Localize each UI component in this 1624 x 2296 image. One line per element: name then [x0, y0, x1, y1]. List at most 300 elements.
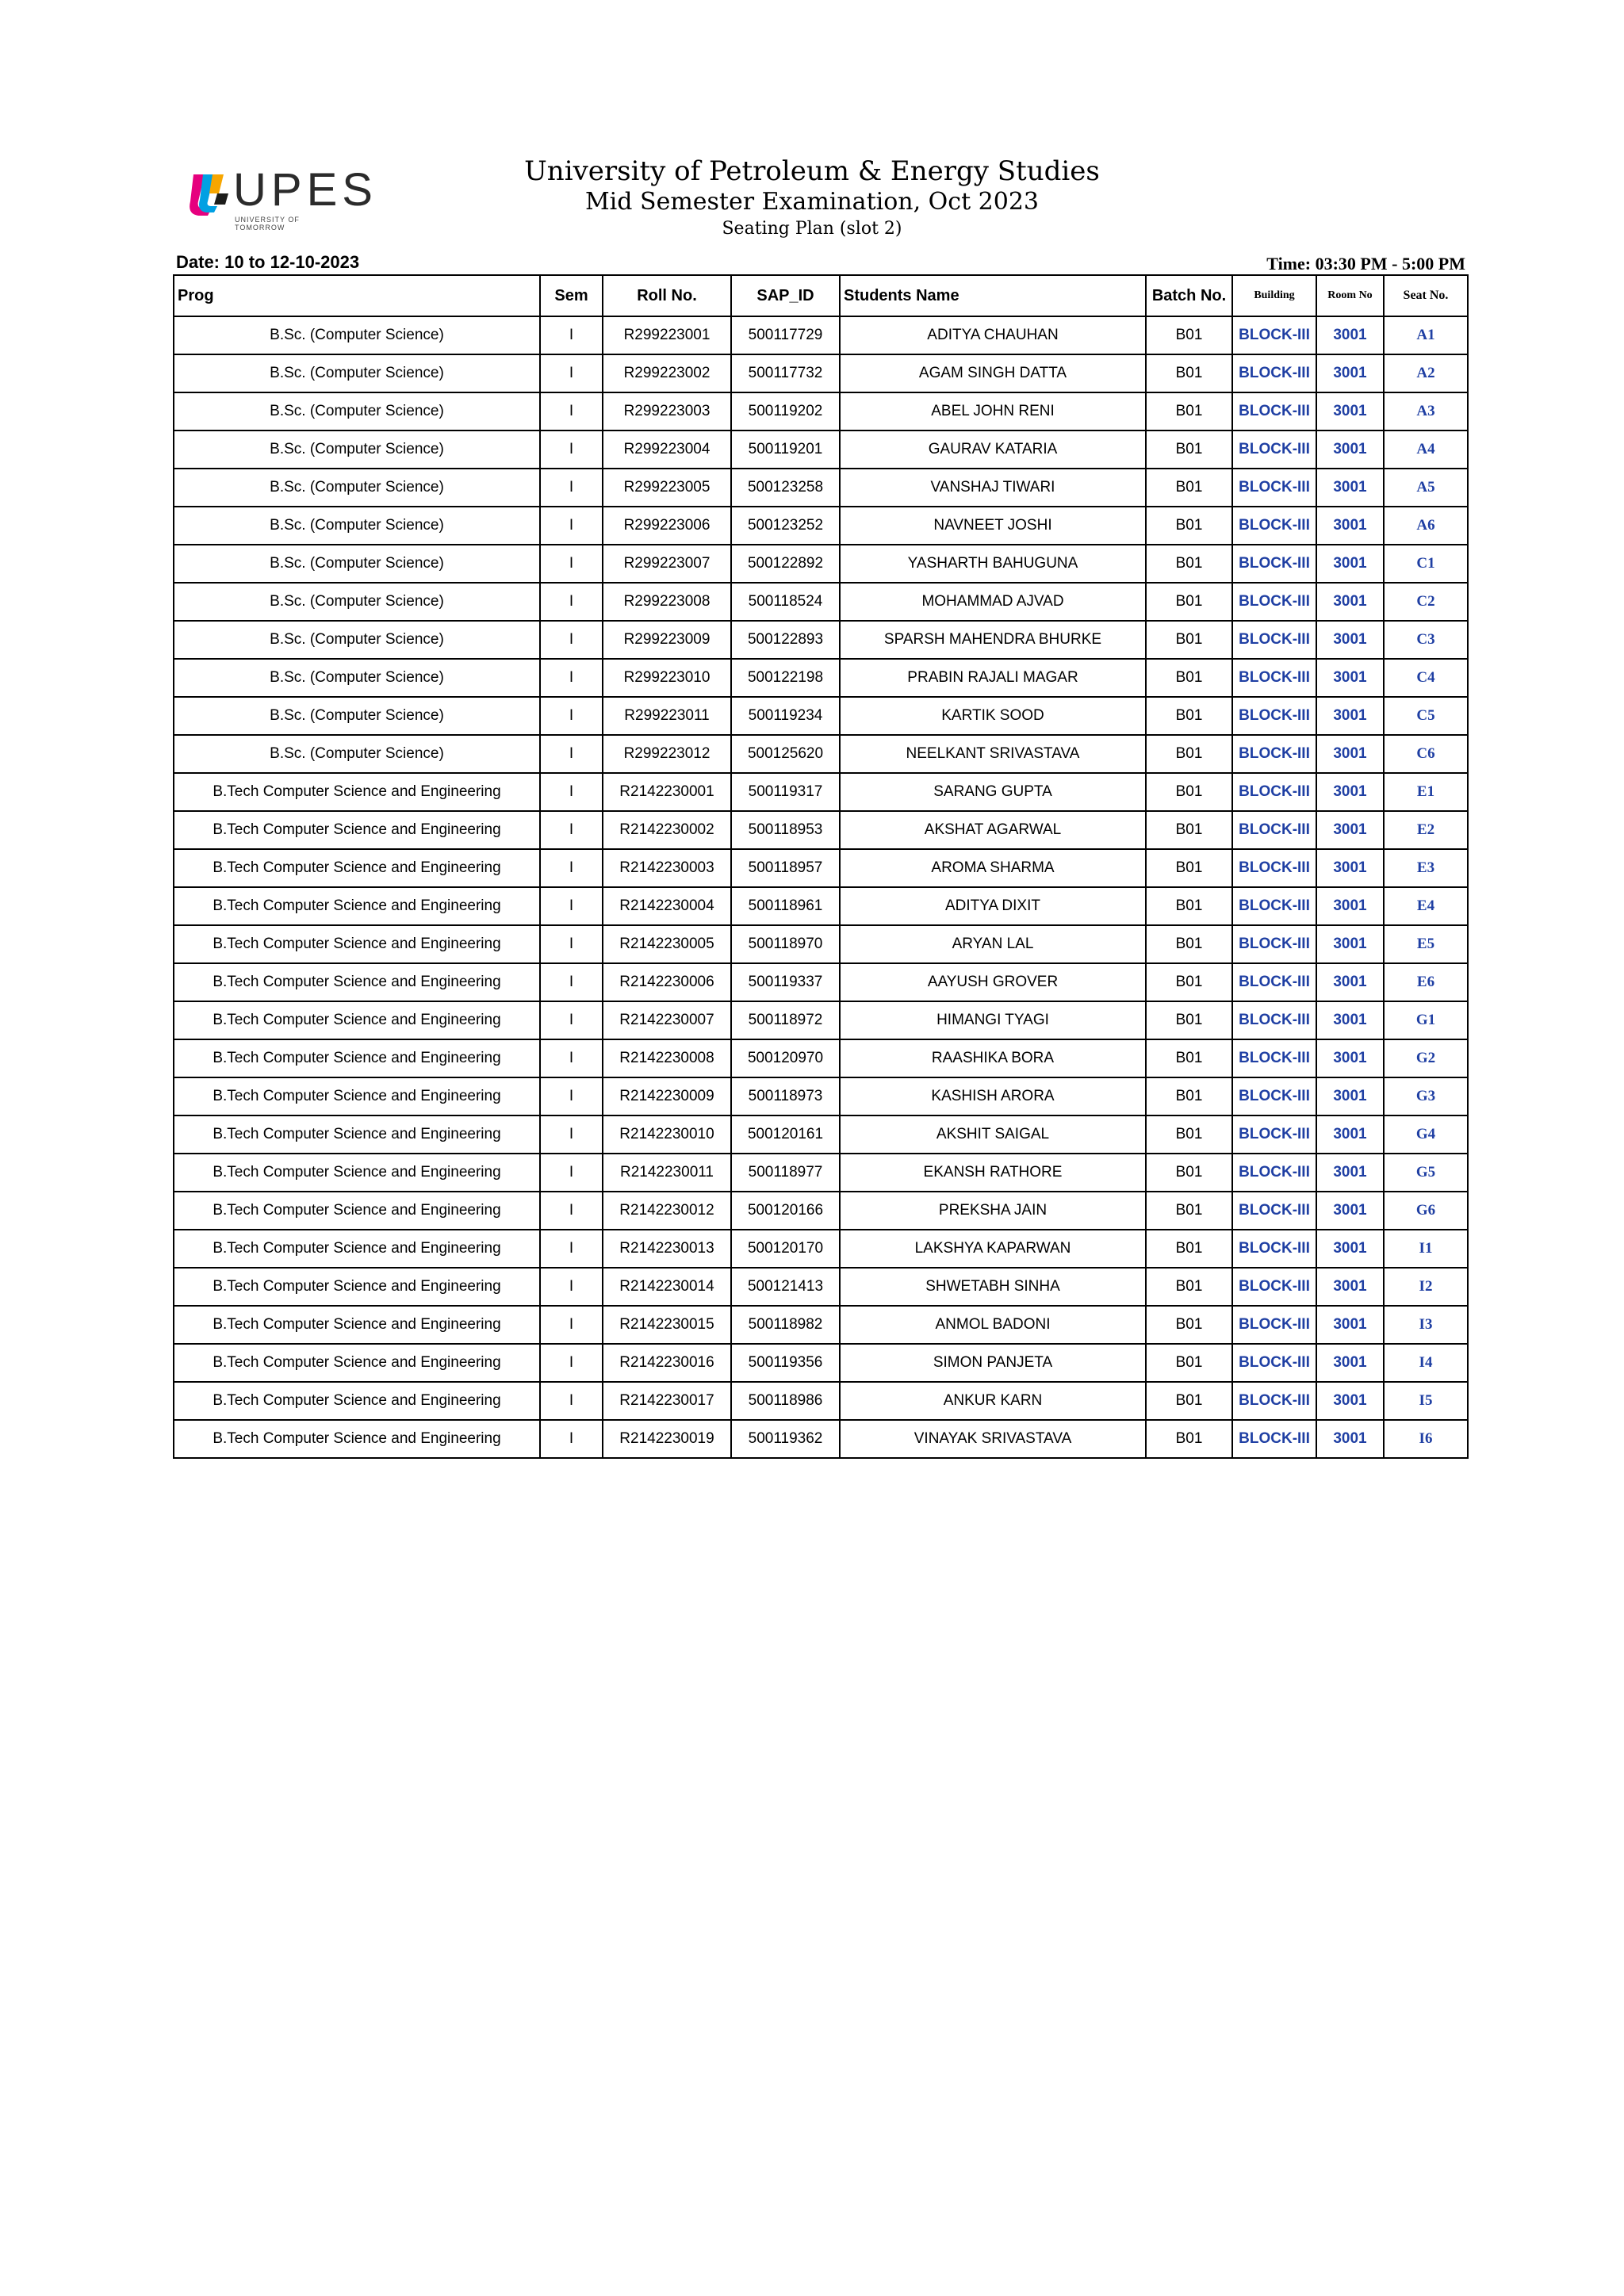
sap-id-cell: 500119202 — [731, 392, 840, 430]
seat-no-cell: A4 — [1384, 430, 1468, 469]
prog-cell: B.Sc. (Computer Science) — [174, 316, 540, 354]
sem-cell: I — [540, 849, 603, 887]
sap-id-cell: 500118957 — [731, 849, 840, 887]
prog-cell: B.Sc. (Computer Science) — [174, 392, 540, 430]
sem-cell: I — [540, 1077, 603, 1115]
seat-no-cell: I2 — [1384, 1268, 1468, 1306]
seat-no-cell: I4 — [1384, 1344, 1468, 1382]
sem-cell: I — [540, 1420, 603, 1458]
roll-no-cell: R299223004 — [603, 430, 731, 469]
seat-no-cell: G5 — [1384, 1154, 1468, 1192]
sem-cell: I — [540, 507, 603, 545]
room-no-cell: 3001 — [1316, 621, 1384, 659]
table-row — [174, 1230, 1468, 1268]
table-row — [174, 469, 1468, 507]
table-row — [174, 925, 1468, 963]
sap-id-cell: 500117732 — [731, 354, 840, 392]
seat-no-cell: I6 — [1384, 1420, 1468, 1458]
student-name-cell: ABEL JOHN RENI — [840, 392, 1146, 430]
student-name-cell: PREKSHA JAIN — [840, 1192, 1146, 1230]
roll-no-cell: R2142230013 — [603, 1230, 731, 1268]
roll-no-cell: R2142230010 — [603, 1115, 731, 1154]
building-cell: BLOCK-III — [1232, 621, 1316, 659]
roll-no-cell: R299223006 — [603, 507, 731, 545]
room-no-cell: 3001 — [1316, 887, 1384, 925]
sem-cell: I — [540, 1344, 603, 1382]
prog-cell: B.Tech Computer Science and Engineering — [174, 1420, 540, 1458]
header-roll-no: Roll No. — [603, 275, 731, 316]
sap-id-cell: 500118972 — [731, 1001, 840, 1039]
table-row — [174, 1268, 1468, 1306]
room-no-cell: 3001 — [1316, 354, 1384, 392]
seat-no-cell: A6 — [1384, 507, 1468, 545]
sap-id-cell: 500123258 — [731, 469, 840, 507]
building-cell: BLOCK-III — [1232, 316, 1316, 354]
prog-cell: B.Tech Computer Science and Engineering — [174, 963, 540, 1001]
seat-no-cell: E2 — [1384, 811, 1468, 849]
seat-no-cell: G6 — [1384, 1192, 1468, 1230]
prog-cell: B.Tech Computer Science and Engineering — [174, 1306, 540, 1344]
roll-no-cell: R299223010 — [603, 659, 731, 697]
building-cell: BLOCK-III — [1232, 735, 1316, 773]
table-row — [174, 583, 1468, 621]
roll-no-cell: R299223007 — [603, 545, 731, 583]
header-student-name: Students Name — [840, 275, 1146, 316]
room-no-cell: 3001 — [1316, 1420, 1384, 1458]
sem-cell: I — [540, 469, 603, 507]
seat-no-cell: A5 — [1384, 469, 1468, 507]
batch-no-cell: B01 — [1146, 1344, 1232, 1382]
room-no-cell: 3001 — [1316, 1306, 1384, 1344]
student-name-cell: ARYAN LAL — [840, 925, 1146, 963]
room-no-cell: 3001 — [1316, 1077, 1384, 1115]
roll-no-cell: R2142230004 — [603, 887, 731, 925]
building-cell: BLOCK-III — [1232, 545, 1316, 583]
sem-cell: I — [540, 1230, 603, 1268]
student-name-cell: ANKUR KARN — [840, 1382, 1146, 1420]
sap-id-cell: 500118524 — [731, 583, 840, 621]
building-cell: BLOCK-III — [1232, 1115, 1316, 1154]
sem-cell: I — [540, 1382, 603, 1420]
sem-cell: I — [540, 1115, 603, 1154]
student-name-cell: PRABIN RAJALI MAGAR — [840, 659, 1146, 697]
sem-cell: I — [540, 545, 603, 583]
student-name-cell: KARTIK SOOD — [840, 697, 1146, 735]
room-no-cell: 3001 — [1316, 735, 1384, 773]
student-name-cell: SPARSH MAHENDRA BHURKE — [840, 621, 1146, 659]
table-row — [174, 430, 1468, 469]
sem-cell: I — [540, 925, 603, 963]
batch-no-cell: B01 — [1146, 773, 1232, 811]
sem-cell: I — [540, 354, 603, 392]
building-cell: BLOCK-III — [1232, 1154, 1316, 1192]
table-row — [174, 849, 1468, 887]
student-name-cell: ADITYA DIXIT — [840, 887, 1146, 925]
room-no-cell: 3001 — [1316, 1039, 1384, 1077]
roll-no-cell: R2142230011 — [603, 1154, 731, 1192]
building-cell: BLOCK-III — [1232, 354, 1316, 392]
sem-cell: I — [540, 697, 603, 735]
sem-cell: I — [540, 963, 603, 1001]
roll-no-cell: R2142230003 — [603, 849, 731, 887]
batch-no-cell: B01 — [1146, 659, 1232, 697]
building-cell: BLOCK-III — [1232, 1420, 1316, 1458]
sap-id-cell: 500120161 — [731, 1115, 840, 1154]
student-name-cell: RAASHIKA BORA — [840, 1039, 1146, 1077]
room-no-cell: 3001 — [1316, 925, 1384, 963]
student-name-cell: KASHISH ARORA — [840, 1077, 1146, 1115]
building-cell: BLOCK-III — [1232, 1344, 1316, 1382]
header-batch-no: Batch No. — [1146, 275, 1232, 316]
seat-no-cell: A3 — [1384, 392, 1468, 430]
room-no-cell: 3001 — [1316, 849, 1384, 887]
sem-cell: I — [540, 1306, 603, 1344]
sap-id-cell: 500118961 — [731, 887, 840, 925]
student-name-cell: VINAYAK SRIVASTAVA — [840, 1420, 1146, 1458]
room-no-cell: 3001 — [1316, 773, 1384, 811]
sem-cell: I — [540, 659, 603, 697]
student-name-cell: AKSHIT SAIGAL — [840, 1115, 1146, 1154]
roll-no-cell: R2142230016 — [603, 1344, 731, 1382]
building-cell: BLOCK-III — [1232, 430, 1316, 469]
table-row — [174, 1001, 1468, 1039]
room-no-cell: 3001 — [1316, 963, 1384, 1001]
logo-wordmark: UPES — [233, 164, 377, 216]
seat-no-cell: E3 — [1384, 849, 1468, 887]
header-building: Building — [1232, 275, 1316, 316]
building-cell: BLOCK-III — [1232, 1001, 1316, 1039]
prog-cell: B.Sc. (Computer Science) — [174, 621, 540, 659]
seat-no-cell: E6 — [1384, 963, 1468, 1001]
building-cell: BLOCK-III — [1232, 1039, 1316, 1077]
room-no-cell: 3001 — [1316, 1382, 1384, 1420]
table-row — [174, 545, 1468, 583]
batch-no-cell: B01 — [1146, 963, 1232, 1001]
building-cell: BLOCK-III — [1232, 1382, 1316, 1420]
room-no-cell: 3001 — [1316, 1268, 1384, 1306]
batch-no-cell: B01 — [1146, 545, 1232, 583]
building-cell: BLOCK-III — [1232, 659, 1316, 697]
sap-id-cell: 500118973 — [731, 1077, 840, 1115]
room-no-cell: 3001 — [1316, 811, 1384, 849]
prog-cell: B.Tech Computer Science and Engineering — [174, 887, 540, 925]
sap-id-cell: 500119317 — [731, 773, 840, 811]
building-cell: BLOCK-III — [1232, 583, 1316, 621]
sem-cell: I — [540, 1001, 603, 1039]
student-name-cell: NEELKANT SRIVASTAVA — [840, 735, 1146, 773]
prog-cell: B.Tech Computer Science and Engineering — [174, 1154, 540, 1192]
sem-cell: I — [540, 735, 603, 773]
seat-no-cell: I1 — [1384, 1230, 1468, 1268]
batch-no-cell: B01 — [1146, 1115, 1232, 1154]
header-sem: Sem — [540, 275, 603, 316]
table-row — [174, 1115, 1468, 1154]
room-no-cell: 3001 — [1316, 1192, 1384, 1230]
student-name-cell: AKSHAT AGARWAL — [840, 811, 1146, 849]
prog-cell: B.Sc. (Computer Science) — [174, 697, 540, 735]
sap-id-cell: 500118970 — [731, 925, 840, 963]
sap-id-cell: 500121413 — [731, 1268, 840, 1306]
roll-no-cell: R299223002 — [603, 354, 731, 392]
seat-no-cell: G1 — [1384, 1001, 1468, 1039]
seat-no-cell: E5 — [1384, 925, 1468, 963]
batch-no-cell: B01 — [1146, 469, 1232, 507]
prog-cell: B.Sc. (Computer Science) — [174, 354, 540, 392]
header-prog: Prog — [174, 275, 540, 316]
seat-no-cell: I3 — [1384, 1306, 1468, 1344]
roll-no-cell: R2142230005 — [603, 925, 731, 963]
sap-id-cell: 500122198 — [731, 659, 840, 697]
batch-no-cell: B01 — [1146, 1077, 1232, 1115]
prog-cell: B.Tech Computer Science and Engineering — [174, 925, 540, 963]
sap-id-cell: 500119234 — [731, 697, 840, 735]
student-name-cell: NAVNEET JOSHI — [840, 507, 1146, 545]
logo-tagline: UNIVERSITY OF TOMORROW — [235, 216, 300, 232]
student-name-cell: VANSHAJ TIWARI — [840, 469, 1146, 507]
building-cell: BLOCK-III — [1232, 1230, 1316, 1268]
sap-id-cell: 500122893 — [731, 621, 840, 659]
student-name-cell: YASHARTH BAHUGUNA — [840, 545, 1146, 583]
seat-no-cell: G2 — [1384, 1039, 1468, 1077]
seating-table-body — [174, 316, 1468, 1458]
table-row — [174, 392, 1468, 430]
building-cell: BLOCK-III — [1232, 811, 1316, 849]
seat-no-cell: C6 — [1384, 735, 1468, 773]
table-row — [174, 1306, 1468, 1344]
building-cell: BLOCK-III — [1232, 887, 1316, 925]
building-cell: BLOCK-III — [1232, 963, 1316, 1001]
building-cell: BLOCK-III — [1232, 1192, 1316, 1230]
sap-id-cell: 500119337 — [731, 963, 840, 1001]
student-name-cell: AAYUSH GROVER — [840, 963, 1146, 1001]
roll-no-cell: R299223011 — [603, 697, 731, 735]
seat-no-cell: G3 — [1384, 1077, 1468, 1115]
sem-cell: I — [540, 773, 603, 811]
table-row — [174, 354, 1468, 392]
room-no-cell: 3001 — [1316, 430, 1384, 469]
prog-cell: B.Sc. (Computer Science) — [174, 469, 540, 507]
seat-no-cell: C3 — [1384, 621, 1468, 659]
table-row — [174, 887, 1468, 925]
roll-no-cell: R2142230006 — [603, 963, 731, 1001]
room-no-cell: 3001 — [1316, 1154, 1384, 1192]
prog-cell: B.Tech Computer Science and Engineering — [174, 1077, 540, 1115]
batch-no-cell: B01 — [1146, 1382, 1232, 1420]
roll-no-cell: R299223012 — [603, 735, 731, 773]
batch-no-cell: B01 — [1146, 925, 1232, 963]
sap-id-cell: 500118986 — [731, 1382, 840, 1420]
sap-id-cell: 500120970 — [731, 1039, 840, 1077]
table-row — [174, 1154, 1468, 1192]
batch-no-cell: B01 — [1146, 1420, 1232, 1458]
table-row — [174, 811, 1468, 849]
sem-cell: I — [540, 621, 603, 659]
room-no-cell: 3001 — [1316, 1230, 1384, 1268]
roll-no-cell: R2142230012 — [603, 1192, 731, 1230]
batch-no-cell: B01 — [1146, 697, 1232, 735]
university-title: University of Petroleum & Energy Studies — [524, 155, 1100, 187]
sap-id-cell: 500119356 — [731, 1344, 840, 1382]
seat-no-cell: G4 — [1384, 1115, 1468, 1154]
exam-time: Time: 03:30 PM - 5:00 PM — [1266, 254, 1465, 274]
prog-cell: B.Tech Computer Science and Engineering — [174, 1230, 540, 1268]
building-cell: BLOCK-III — [1232, 925, 1316, 963]
prog-cell: B.Tech Computer Science and Engineering — [174, 1039, 540, 1077]
roll-no-cell: R2142230014 — [603, 1268, 731, 1306]
student-name-cell: EKANSH RATHORE — [840, 1154, 1146, 1192]
batch-no-cell: B01 — [1146, 583, 1232, 621]
prog-cell: B.Sc. (Computer Science) — [174, 430, 540, 469]
seat-no-cell: A2 — [1384, 354, 1468, 392]
table-row — [174, 697, 1468, 735]
student-name-cell: ADITYA CHAUHAN — [840, 316, 1146, 354]
prog-cell: B.Sc. (Computer Science) — [174, 735, 540, 773]
prog-cell: B.Sc. (Computer Science) — [174, 583, 540, 621]
batch-no-cell: B01 — [1146, 316, 1232, 354]
roll-no-cell: R2142230001 — [603, 773, 731, 811]
room-no-cell: 3001 — [1316, 469, 1384, 507]
sem-cell: I — [540, 887, 603, 925]
sem-cell: I — [540, 392, 603, 430]
room-no-cell: 3001 — [1316, 1344, 1384, 1382]
room-no-cell: 3001 — [1316, 1115, 1384, 1154]
prog-cell: B.Sc. (Computer Science) — [174, 545, 540, 583]
student-name-cell: ANMOL BADONI — [840, 1306, 1146, 1344]
building-cell: BLOCK-III — [1232, 469, 1316, 507]
room-no-cell: 3001 — [1316, 507, 1384, 545]
table-row — [174, 1344, 1468, 1382]
prog-cell: B.Sc. (Computer Science) — [174, 659, 540, 697]
seat-no-cell: E4 — [1384, 887, 1468, 925]
sap-id-cell: 500119362 — [731, 1420, 840, 1458]
batch-no-cell: B01 — [1146, 1192, 1232, 1230]
batch-no-cell: B01 — [1146, 1039, 1232, 1077]
table-row — [174, 1382, 1468, 1420]
prog-cell: B.Sc. (Computer Science) — [174, 507, 540, 545]
prog-cell: B.Tech Computer Science and Engineering — [174, 849, 540, 887]
roll-no-cell: R299223009 — [603, 621, 731, 659]
roll-no-cell: R2142230007 — [603, 1001, 731, 1039]
roll-no-cell: R299223003 — [603, 392, 731, 430]
prog-cell: B.Tech Computer Science and Engineering — [174, 1115, 540, 1154]
batch-no-cell: B01 — [1146, 430, 1232, 469]
seat-no-cell: I5 — [1384, 1382, 1468, 1420]
sap-id-cell: 500122892 — [731, 545, 840, 583]
sem-cell: I — [540, 811, 603, 849]
building-cell: BLOCK-III — [1232, 507, 1316, 545]
batch-no-cell: B01 — [1146, 849, 1232, 887]
seat-no-cell: C1 — [1384, 545, 1468, 583]
batch-no-cell: B01 — [1146, 621, 1232, 659]
seating-plan-title: Seating Plan (slot 2) — [722, 219, 902, 239]
table-row — [174, 1420, 1468, 1458]
room-no-cell: 3001 — [1316, 583, 1384, 621]
batch-no-cell: B01 — [1146, 735, 1232, 773]
seat-no-cell: C5 — [1384, 697, 1468, 735]
batch-no-cell: B01 — [1146, 1268, 1232, 1306]
batch-no-cell: B01 — [1146, 1154, 1232, 1192]
sap-id-cell: 500125620 — [731, 735, 840, 773]
prog-cell: B.Tech Computer Science and Engineering — [174, 1382, 540, 1420]
student-name-cell: SHWETABH SINHA — [840, 1268, 1146, 1306]
roll-no-cell: R299223001 — [603, 316, 731, 354]
batch-no-cell: B01 — [1146, 1001, 1232, 1039]
building-cell: BLOCK-III — [1232, 697, 1316, 735]
table-header-row — [174, 275, 1468, 316]
sem-cell: I — [540, 316, 603, 354]
prog-cell: B.Tech Computer Science and Engineering — [174, 773, 540, 811]
student-name-cell: SARANG GUPTA — [840, 773, 1146, 811]
sap-id-cell: 500119201 — [731, 430, 840, 469]
table-row — [174, 1077, 1468, 1115]
sap-id-cell: 500118953 — [731, 811, 840, 849]
sap-id-cell: 500117729 — [731, 316, 840, 354]
sap-id-cell: 500118982 — [731, 1306, 840, 1344]
exam-date: Date: 10 to 12-10-2023 — [176, 252, 360, 272]
table-row — [174, 507, 1468, 545]
student-name-cell: AROMA SHARMA — [840, 849, 1146, 887]
table-row — [174, 963, 1468, 1001]
sap-id-cell: 500120166 — [731, 1192, 840, 1230]
header-sap-id: SAP_ID — [731, 275, 840, 316]
student-name-cell: MOHAMMAD AJVAD — [840, 583, 1146, 621]
room-no-cell: 3001 — [1316, 392, 1384, 430]
batch-no-cell: B01 — [1146, 392, 1232, 430]
sap-id-cell: 500123252 — [731, 507, 840, 545]
table-row — [174, 735, 1468, 773]
table-row — [174, 773, 1468, 811]
table-row — [174, 316, 1468, 354]
student-name-cell: SIMON PANJETA — [840, 1344, 1146, 1382]
sem-cell: I — [540, 430, 603, 469]
sap-id-cell: 500120170 — [731, 1230, 840, 1268]
prog-cell: B.Tech Computer Science and Engineering — [174, 1001, 540, 1039]
building-cell: BLOCK-III — [1232, 392, 1316, 430]
roll-no-cell: R299223005 — [603, 469, 731, 507]
sem-cell: I — [540, 1268, 603, 1306]
document-titles — [0, 155, 1624, 241]
room-no-cell: 3001 — [1316, 697, 1384, 735]
batch-no-cell: B01 — [1146, 354, 1232, 392]
building-cell: BLOCK-III — [1232, 1268, 1316, 1306]
seat-no-cell: C4 — [1384, 659, 1468, 697]
roll-no-cell: R2142230019 — [603, 1420, 731, 1458]
header-room-no: Room No — [1316, 275, 1384, 316]
sem-cell: I — [540, 583, 603, 621]
batch-no-cell: B01 — [1146, 811, 1232, 849]
roll-no-cell: R2142230002 — [603, 811, 731, 849]
seat-no-cell: A1 — [1384, 316, 1468, 354]
roll-no-cell: R299223008 — [603, 583, 731, 621]
batch-no-cell: B01 — [1146, 1306, 1232, 1344]
table-row — [174, 659, 1468, 697]
batch-no-cell: B01 — [1146, 887, 1232, 925]
exam-title: Mid Semester Examination, Oct 2023 — [584, 188, 1040, 216]
table-row — [174, 1192, 1468, 1230]
student-name-cell: AGAM SINGH DATTA — [840, 354, 1146, 392]
building-cell: BLOCK-III — [1232, 1306, 1316, 1344]
room-no-cell: 3001 — [1316, 659, 1384, 697]
batch-no-cell: B01 — [1146, 507, 1232, 545]
student-name-cell: GAURAV KATARIA — [840, 430, 1146, 469]
sem-cell: I — [540, 1154, 603, 1192]
prog-cell: B.Tech Computer Science and Engineering — [174, 1344, 540, 1382]
prog-cell: B.Tech Computer Science and Engineering — [174, 811, 540, 849]
room-no-cell: 3001 — [1316, 545, 1384, 583]
student-name-cell: HIMANGI TYAGI — [840, 1001, 1146, 1039]
roll-no-cell: R2142230008 — [603, 1039, 731, 1077]
prog-cell: B.Tech Computer Science and Engineering — [174, 1268, 540, 1306]
